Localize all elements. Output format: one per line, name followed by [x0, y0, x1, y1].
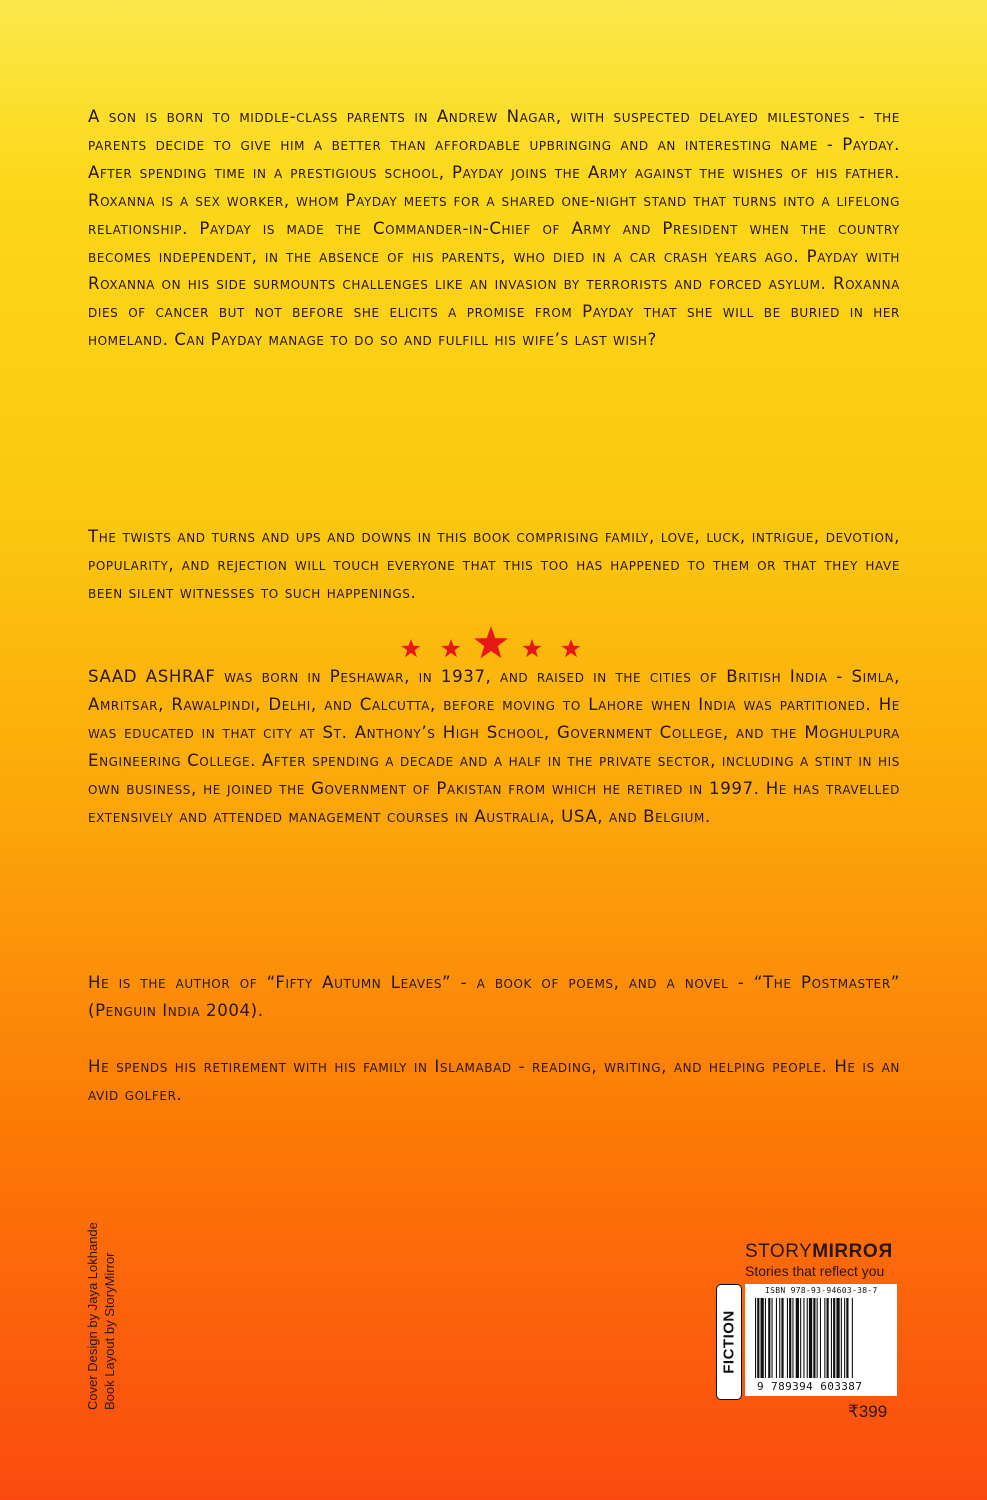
- publisher-name-mirrored-r: R: [878, 1241, 893, 1262]
- isbn-barcode: [745, 1284, 897, 1396]
- star-row-icon: [398, 624, 588, 664]
- author-bio-paragraph-1: SAAD ASHRAF was born in Peshawar, in 1937, and raised in the cities of British India - Simla, Amritsar, Rawalpindi, Delhi, and Calcutta, before moving to Lahore when India was partitioned. He was educated in that city at St. Anthony’s High School, Government College, and the Moghulpura Engineering College. After spending a decade and a half in the private sector, including a stint in his own business, he joined the Government of Pakistan from which he retired in 1997. He has travelled extensively and attended management courses in Australia, USA, and Belgium.: [88, 667, 900, 826]
- synopsis-paragraph-1: A son is born to middle-class parents in Andrew Nagar, with suspected delayed milestones - the parents decide to give him a better than affordable upbringing and an interesting name - Payday. After spending time in a prestigious school, Payday joins the Army against the wishes of his father. Roxanna is a sex worker, whom Payday meets for a shared one-night stand that turns into a lifelong relationship. Payday is made the Commander-in-Chief of Army and President when the country becomes independent, in the absence of his parents, who died in a car crash years ago. Payday with Roxanna on his side surmounts challenges like an invasion by terrorists and forced asylum. Roxanna dies of cancer but not before she elicits a promise from Payday that she will be buried in her homeland. Can Payday manage to do so and fulfill his wife’s last wish?: [88, 107, 900, 350]
- isbn-label: ISBN 978-93-94603-38-7: [765, 1286, 878, 1295]
- barcode-number: 9 789394 603387: [757, 1380, 863, 1393]
- publisher-logo: [745, 1241, 892, 1263]
- star-icon: [402, 639, 421, 657]
- cover-design-credit: Cover Design by Jaya Lokhande: [85, 1222, 100, 1410]
- publisher-name-mirror: MIRRO: [812, 1241, 879, 1262]
- star-icon: [474, 626, 508, 658]
- star-icon: [523, 639, 542, 657]
- genre-label-box: [716, 1284, 742, 1400]
- publisher-name-story: STORY: [745, 1241, 813, 1262]
- price-label: ₹399: [848, 1402, 888, 1421]
- author-bio-paragraph-2: He is the author of “Fifty Autumn Leaves” - a book of poems, and a novel - “The Postmaster” (Penguin India 2004).: [88, 973, 900, 1020]
- synopsis-paragraph-2: The twists and turns and ups and downs in this book comprising family, love, luck, intrigue, devotion, popularity, and rejection will touch everyone that this too has happened to them or that they have been silent witnesses to such happenings.: [88, 527, 900, 602]
- barcode-icon: [749, 1298, 893, 1380]
- star-icon: [562, 639, 581, 657]
- book-layout-credit: Book Layout by StoryMirror: [102, 1252, 117, 1410]
- genre-label: FICTION: [720, 1310, 738, 1374]
- design-credits: [84, 1222, 118, 1410]
- author-bio-paragraph-3: He spends his retirement with his family in Islamabad - reading, writing, and helping people. He is an avid golfer.: [88, 1057, 900, 1104]
- publisher-tagline: Stories that reflect you: [745, 1263, 885, 1279]
- star-icon: [442, 639, 461, 657]
